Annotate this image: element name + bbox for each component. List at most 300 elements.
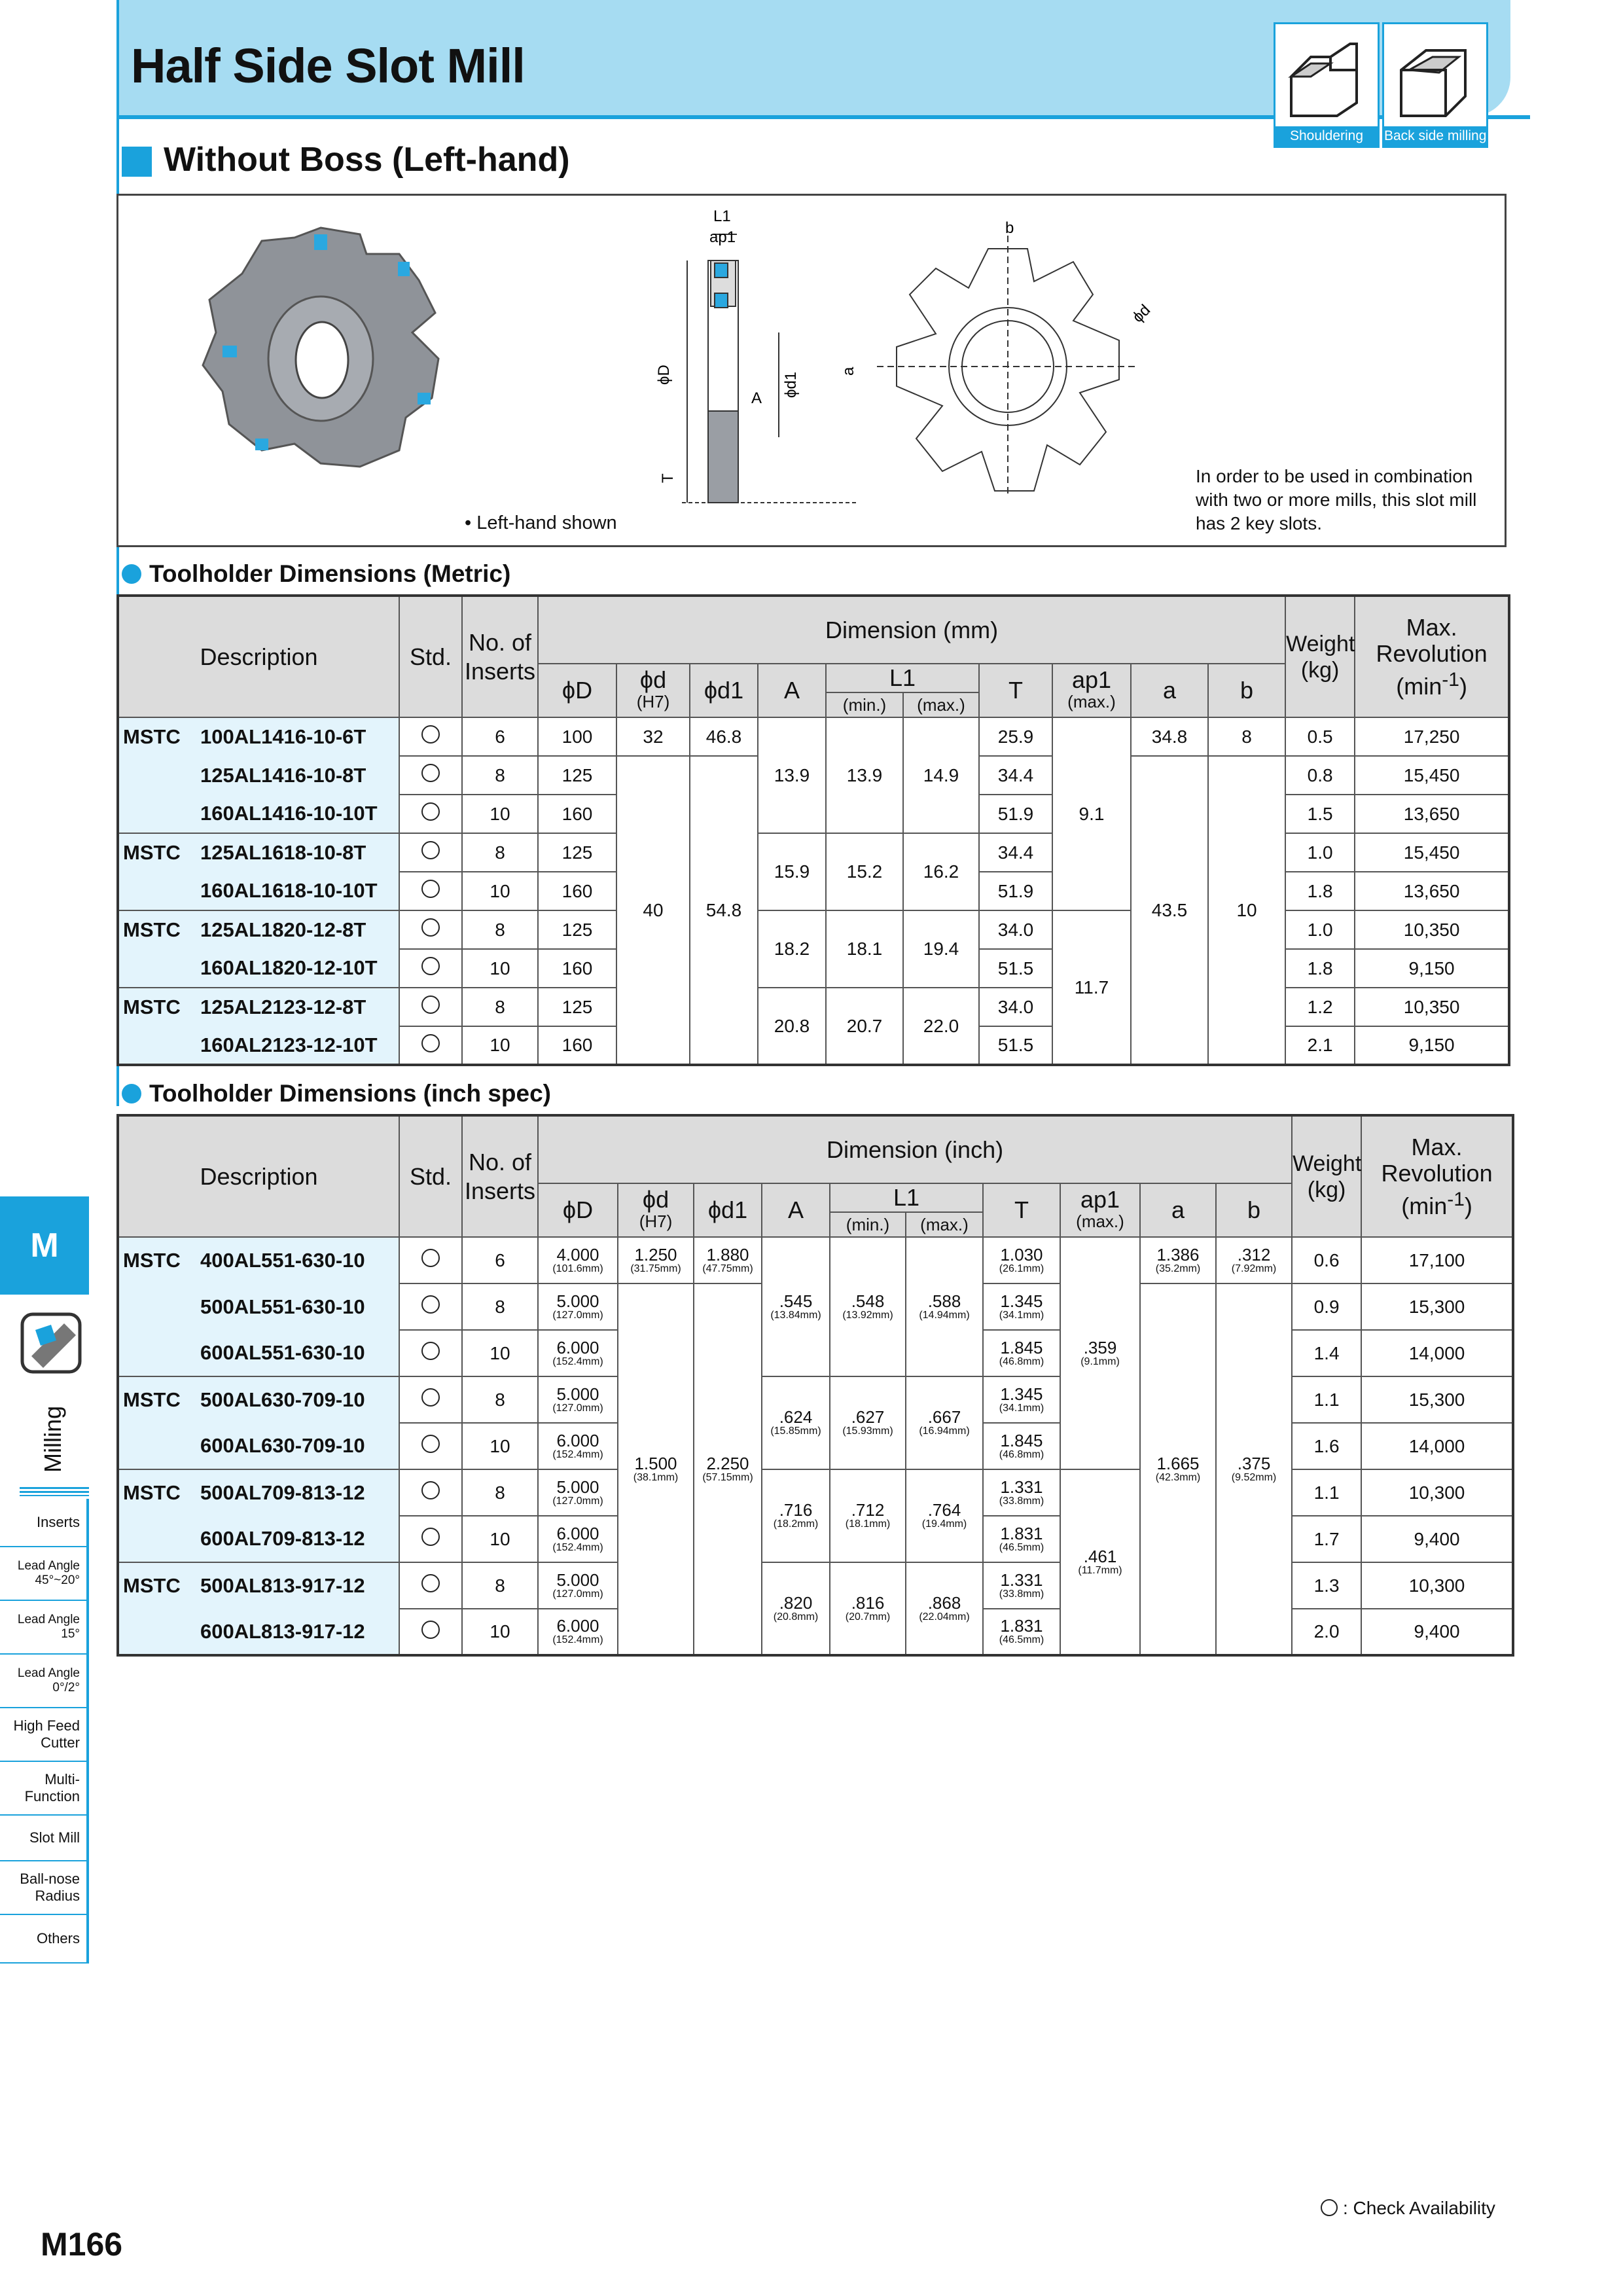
cell-d: 40	[616, 756, 690, 1065]
cell-T	[983, 1609, 1060, 1655]
item-code: 500AL709-813-12	[200, 1481, 365, 1504]
cell-weight: 1.6	[1292, 1423, 1361, 1469]
cell-D-inch: 4.000	[556, 1244, 599, 1265]
left-hand-note: • Left-hand shown	[465, 512, 617, 533]
availability-circle-icon	[421, 957, 440, 975]
cell-b: 10	[1208, 756, 1285, 1065]
cell-a: 43.5	[1131, 756, 1208, 1065]
nav-item-lead-angle-45-20[interactable]	[0, 1547, 89, 1601]
cell-T-inch: 1.331	[1000, 1477, 1043, 1497]
nav-item-label-line: 15°	[61, 1627, 80, 1641]
cell-L1-min-mm: (15.93mm)	[842, 1426, 893, 1437]
cell-T-inch: 1.345	[1000, 1384, 1043, 1404]
availability-circle-icon	[421, 1435, 440, 1453]
page-title: Half Side Slot Mill	[131, 39, 525, 93]
cell-d-inch: 1.250	[634, 1244, 677, 1265]
nav-item-label: Inserts	[36, 1514, 80, 1530]
cell-d1-mm: (57.15mm)	[702, 1471, 753, 1483]
cell-max-rev: 14,000	[1361, 1423, 1513, 1469]
cell-L1-min	[830, 1376, 906, 1469]
cell-T-inch: 1.331	[1000, 1570, 1043, 1590]
availability-circle-icon	[421, 1342, 440, 1360]
cell-ap1-inch: .461	[1083, 1546, 1117, 1566]
col-d1: ϕd1	[690, 664, 758, 717]
cell-d: 32	[616, 717, 690, 756]
metric-table	[116, 594, 1510, 1066]
col-maxrev-line1: Max.	[1411, 1133, 1463, 1160]
cell-inserts: 10	[462, 1423, 538, 1469]
cell-d1-mm: (47.75mm)	[702, 1263, 753, 1274]
availability-circle-icon	[421, 1621, 440, 1639]
item-code: 600AL813-917-12	[200, 1619, 365, 1643]
col-inserts-line1: No. of	[468, 628, 532, 656]
dim-label-A: A	[751, 389, 762, 407]
availability-circle-icon	[421, 996, 440, 1014]
nav-item-label-line: Lead Angle	[17, 1666, 80, 1680]
cell-ap1-inch: .359	[1083, 1337, 1117, 1357]
cell-T	[983, 1423, 1060, 1469]
dim-label-d1: ϕd1	[782, 371, 800, 398]
cell-max-rev: 9,400	[1361, 1609, 1513, 1655]
legend-text: : Check Availability	[1343, 2198, 1495, 2218]
nav-item-label	[13, 1717, 80, 1751]
cell-D-mm: (152.4mm)	[552, 1355, 603, 1367]
cell-A-inch: .820	[779, 1592, 813, 1613]
col-L1-min: (min.)	[826, 692, 903, 717]
nav-category-milling: Milling	[39, 1405, 66, 1473]
std-availability	[399, 1609, 462, 1655]
cell-weight: 1.2	[1285, 988, 1355, 1026]
nav-item-ball-nose-radius[interactable]	[0, 1861, 89, 1915]
std-availability	[399, 1330, 462, 1376]
col-D: ϕD	[538, 1183, 618, 1237]
std-availability	[399, 833, 462, 872]
nav-item-label-line: Lead Angle	[17, 1613, 80, 1626]
table-row-description	[118, 1330, 399, 1376]
col-ap1	[1060, 1183, 1140, 1237]
nav-item-label	[18, 1559, 80, 1588]
cell-L1-max: 16.2	[903, 833, 979, 910]
bullet-dot-icon	[122, 1084, 141, 1103]
cell-D-mm: (127.0mm)	[552, 1495, 603, 1507]
table-row-description	[118, 910, 399, 949]
col-ap1-sub: (max.)	[1067, 691, 1116, 711]
std-availability	[399, 1562, 462, 1609]
cell-L1-max-mm: (14.94mm)	[919, 1309, 970, 1321]
nav-item-label-line: 0°/2°	[52, 1681, 80, 1695]
cell-T: 51.5	[979, 1026, 1052, 1065]
cell-ap1: 9.1	[1052, 717, 1131, 910]
std-availability	[399, 1469, 462, 1516]
cell-D: 160	[538, 949, 616, 988]
col-a: a	[1140, 1183, 1216, 1237]
cell-L1-min: 20.7	[826, 988, 903, 1065]
inch-table	[116, 1114, 1514, 1657]
cell-weight: 2.1	[1285, 1026, 1355, 1065]
cell-weight: 1.0	[1285, 910, 1355, 949]
cell-D	[538, 1609, 618, 1655]
cell-a-mm: (35.2mm)	[1155, 1263, 1201, 1274]
cell-A-mm: (13.84mm)	[770, 1309, 821, 1321]
cell-max-rev: 15,300	[1361, 1283, 1513, 1330]
col-maxrev-unit: $(\min^{-1})$	[1396, 668, 1467, 700]
cell-L1-max	[906, 1237, 983, 1376]
combination-note-line: with two or more mills, this slot mill	[1196, 490, 1477, 510]
series-prefix: MSTC	[123, 841, 181, 864]
col-T: T	[979, 664, 1052, 717]
cell-T	[983, 1562, 1060, 1609]
cell-D	[538, 1376, 618, 1423]
cell-D-inch: 5.000	[556, 1384, 599, 1404]
col-maxrev-line1: Max.	[1406, 613, 1457, 641]
cell-T-mm: (34.1mm)	[999, 1309, 1044, 1321]
cell-max-rev: 9,150	[1355, 949, 1509, 988]
std-availability	[399, 872, 462, 910]
col-b: b	[1216, 1183, 1292, 1237]
cell-A	[762, 1562, 830, 1655]
nav-item-high-feed-cutter[interactable]	[0, 1708, 89, 1762]
table-row-description	[118, 1562, 399, 1609]
cell-D: 100	[538, 717, 616, 756]
left-hand-note-text: Left-hand shown	[476, 512, 617, 533]
col-d-sub: (H7)	[636, 691, 670, 711]
col-b: b	[1208, 664, 1285, 717]
cell-A-inch: .624	[779, 1407, 813, 1427]
cell-weight: 0.9	[1292, 1283, 1361, 1330]
cell-T-inch: 1.030	[1000, 1244, 1043, 1265]
col-L1-max: (max.)	[906, 1212, 983, 1237]
cell-T-inch: 1.845	[1000, 1337, 1043, 1357]
cell-inserts: 6	[462, 1237, 538, 1283]
std-availability	[399, 1237, 462, 1283]
inch-heading-text: Toolholder Dimensions (inch spec)	[149, 1080, 551, 1107]
cell-d1-inch: 2.250	[706, 1453, 749, 1473]
nav-item-label	[18, 1613, 80, 1641]
table-row-description	[118, 949, 399, 988]
milling-icon	[18, 1310, 84, 1376]
cell-a-inch: 1.386	[1156, 1244, 1200, 1265]
cell-D: 160	[538, 872, 616, 910]
cell-T: 51.9	[979, 872, 1052, 910]
cell-D: 160	[538, 795, 616, 833]
nav-item-lead-angle-15[interactable]	[0, 1601, 89, 1655]
cell-T-mm: (34.1mm)	[999, 1402, 1044, 1414]
availability-circle-icon	[421, 918, 440, 937]
cell-D-mm: (152.4mm)	[552, 1448, 603, 1460]
cell-weight: 1.7	[1292, 1516, 1361, 1562]
cell-T	[983, 1330, 1060, 1376]
cell-weight: 1.5	[1285, 795, 1355, 833]
cell-inserts: 10	[462, 949, 538, 988]
cell-d1	[694, 1237, 762, 1283]
nav-item-inserts[interactable]	[0, 1499, 89, 1547]
availability-circle-icon	[421, 841, 440, 859]
cell-A	[762, 1376, 830, 1469]
nav-divider	[20, 1487, 89, 1496]
col-weight	[1292, 1115, 1361, 1237]
col-maxrev-line2: Revolution	[1381, 1159, 1493, 1187]
col-std: Std.	[399, 1115, 462, 1237]
table-row-description	[118, 756, 399, 795]
col-weight-line1: Weight	[1293, 1151, 1362, 1176]
dim-label-a: a	[840, 367, 857, 376]
section-marker	[122, 147, 152, 177]
cell-L1-max-mm: (19.4mm)	[921, 1518, 967, 1530]
cell-A-inch: .545	[779, 1291, 813, 1311]
col-description: Description	[118, 1115, 399, 1237]
cell-T: 34.4	[979, 833, 1052, 872]
item-code: 500AL630-709-10	[200, 1388, 365, 1411]
table-row-description	[118, 1376, 399, 1423]
cell-inserts: 10	[462, 795, 538, 833]
col-maxrev-line2: Revolution	[1376, 639, 1488, 667]
col-L1: L1	[826, 664, 979, 692]
col-A: A	[762, 1183, 830, 1237]
cell-d	[618, 1283, 694, 1655]
cell-L1-max-mm: (22.04mm)	[919, 1611, 970, 1623]
nav-item-label-line: Ball-nose	[20, 1871, 80, 1887]
col-d-label: ϕd	[642, 1185, 669, 1213]
cell-L1-max-mm: (16.94mm)	[919, 1426, 970, 1437]
cell-weight: 1.4	[1292, 1330, 1361, 1376]
col-weight-line2: (kg)	[1300, 657, 1340, 683]
availability-circle-icon	[421, 725, 440, 744]
cell-max-rev: 9,400	[1361, 1516, 1513, 1562]
cell-D-inch: 6.000	[556, 1616, 599, 1636]
cell-inserts: 8	[462, 1562, 538, 1609]
cell-L1-min-mm: (13.92mm)	[842, 1309, 893, 1321]
cell-D	[538, 1237, 618, 1283]
metric-heading-text: Toolholder Dimensions (Metric)	[149, 560, 511, 587]
cell-A	[762, 1237, 830, 1376]
combination-note-line: In order to be used in combination	[1196, 466, 1473, 486]
availability-circle-icon	[421, 1481, 440, 1499]
item-code: 500AL551-630-10	[200, 1295, 365, 1318]
col-weight-line1: Weight	[1286, 631, 1355, 656]
cell-max-rev: 10,350	[1355, 988, 1509, 1026]
cutter-render-image	[203, 228, 438, 467]
cell-T-mm: (46.5mm)	[999, 1541, 1044, 1553]
cell-weight: 2.0	[1292, 1609, 1361, 1655]
table-row-description	[118, 1469, 399, 1516]
cell-d-inch: 1.500	[634, 1453, 677, 1473]
availability-circle-icon	[421, 1574, 440, 1592]
cell-T: 25.9	[979, 717, 1052, 756]
cell-A: 15.9	[758, 833, 826, 910]
cell-L1-min: 18.1	[826, 910, 903, 988]
std-availability	[399, 949, 462, 988]
cell-d	[618, 1237, 694, 1283]
cell-a	[1140, 1237, 1216, 1283]
availability-circle-icon	[421, 802, 440, 821]
col-weight-line2: (kg)	[1307, 1177, 1346, 1202]
cell-L1-max-inch: .764	[927, 1500, 961, 1520]
cell-weight: 1.8	[1285, 872, 1355, 910]
cell-ap1: 11.7	[1052, 910, 1131, 1065]
item-code: 160AL1820-12-10T	[200, 956, 378, 979]
availability-circle-icon	[421, 1249, 440, 1267]
series-prefix: MSTC	[123, 996, 181, 1018]
cell-L1-max-inch: .667	[927, 1407, 961, 1427]
col-ap1-label: ap1	[1080, 1185, 1120, 1213]
nav-item-label-line: High Feed	[13, 1717, 80, 1734]
col-description: Description	[118, 596, 399, 717]
cell-L1-min-inch: .627	[851, 1407, 885, 1427]
cell-D-mm: (101.6mm)	[552, 1263, 603, 1274]
item-code: 160AL2123-12-10T	[200, 1033, 378, 1056]
cell-L1-min-mm: (18.1mm)	[845, 1518, 891, 1530]
cell-b: 8	[1208, 717, 1285, 756]
cell-L1-min: 13.9	[826, 717, 903, 833]
cell-D	[538, 1330, 618, 1376]
col-inserts-line2: Inserts	[464, 657, 536, 685]
std-availability	[399, 1516, 462, 1562]
cell-D-mm: (152.4mm)	[552, 1634, 603, 1645]
cell-d1: 46.8	[690, 717, 758, 756]
nav-item-label	[18, 1666, 80, 1695]
nav-item-multi-function[interactable]	[0, 1762, 89, 1816]
cell-max-rev: 10,300	[1361, 1562, 1513, 1609]
cell-T-inch: 1.845	[1000, 1430, 1043, 1450]
cell-weight: 1.1	[1292, 1376, 1361, 1423]
nav-item-label	[20, 1871, 80, 1905]
cell-T	[983, 1376, 1060, 1423]
item-code: 125AL1820-12-8T	[200, 918, 366, 941]
cell-L1-max	[906, 1562, 983, 1655]
cell-inserts: 8	[462, 756, 538, 795]
cell-max-rev: 15,450	[1355, 756, 1509, 795]
cell-inserts: 6	[462, 717, 538, 756]
cell-D-mm: (127.0mm)	[552, 1402, 603, 1414]
cell-L1-min-inch: .816	[851, 1592, 885, 1613]
cell-a: 34.8	[1131, 717, 1208, 756]
cell-D-mm: (127.0mm)	[552, 1309, 603, 1321]
item-code: 100AL1416-10-6T	[200, 725, 366, 748]
cell-D: 160	[538, 1026, 616, 1065]
cell-T-mm: (46.8mm)	[999, 1355, 1044, 1367]
cell-A	[762, 1469, 830, 1562]
cell-T: 34.0	[979, 910, 1052, 949]
cell-a-inch: 1.665	[1156, 1453, 1200, 1473]
cell-D	[538, 1562, 618, 1609]
table-row-description	[118, 1516, 399, 1562]
std-availability	[399, 1376, 462, 1423]
cell-inserts: 8	[462, 910, 538, 949]
col-inserts-line2: Inserts	[464, 1177, 536, 1204]
std-availability	[399, 717, 462, 756]
front-view-drawing	[877, 236, 1139, 497]
dim-label-ap1: ap1	[709, 228, 736, 246]
cell-D-inch: 6.000	[556, 1337, 599, 1357]
combination-note	[1196, 465, 1476, 535]
cell-T-inch: 1.831	[1000, 1523, 1043, 1543]
dim-label-L1: L1	[713, 207, 731, 225]
cell-L1-max-inch: .868	[927, 1592, 961, 1613]
cell-A-mm: (20.8mm)	[773, 1611, 819, 1623]
cell-L1-min	[830, 1237, 906, 1376]
cell-max-rev: 17,250	[1355, 717, 1509, 756]
dim-label-d: ϕd	[1129, 301, 1154, 327]
cell-max-rev: 15,300	[1361, 1376, 1513, 1423]
table-row-description	[118, 1423, 399, 1469]
cell-ap1-mm: (11.7mm)	[1078, 1564, 1122, 1576]
operation-back-side-milling	[1382, 22, 1488, 148]
cell-weight: 0.5	[1285, 717, 1355, 756]
cell-T	[983, 1237, 1060, 1283]
nav-item-label: Slot Mill	[29, 1829, 80, 1846]
series-prefix: MSTC	[123, 1249, 181, 1272]
col-D: ϕD	[538, 664, 616, 717]
cell-d-mm: (31.75mm)	[630, 1263, 681, 1274]
cell-T: 51.9	[979, 795, 1052, 833]
cell-inserts: 8	[462, 833, 538, 872]
item-code: 600AL630-709-10	[200, 1434, 365, 1457]
cell-D-mm: (152.4mm)	[552, 1541, 603, 1553]
cell-inserts: 10	[462, 1609, 538, 1655]
std-availability	[399, 988, 462, 1026]
table-row-description	[118, 1026, 399, 1065]
cell-a	[1140, 1283, 1216, 1655]
availability-circle-icon	[421, 1295, 440, 1314]
cell-max-rev: 10,300	[1361, 1469, 1513, 1516]
cell-inserts: 10	[462, 872, 538, 910]
cell-inserts: 8	[462, 1469, 538, 1516]
inch-heading	[122, 1080, 551, 1107]
col-max-revolution	[1355, 596, 1509, 717]
std-availability	[399, 1283, 462, 1330]
page-number: M166	[41, 2226, 123, 2263]
cell-D	[538, 1423, 618, 1469]
nav-item-lead-angle-0-2[interactable]	[0, 1655, 89, 1708]
cell-D	[538, 1469, 618, 1516]
nav-item-others[interactable]	[0, 1915, 89, 1964]
col-std: Std.	[399, 596, 462, 717]
col-L1-min: (min.)	[830, 1212, 906, 1237]
cell-max-rev: 15,450	[1355, 833, 1509, 872]
item-code: 125AL1416-10-8T	[200, 763, 366, 787]
cell-T: 34.0	[979, 988, 1052, 1026]
cell-T-mm: (26.1mm)	[999, 1263, 1044, 1274]
cell-ap1	[1060, 1469, 1140, 1655]
cell-inserts: 8	[462, 1283, 538, 1330]
cell-weight: 0.8	[1285, 756, 1355, 795]
availability-circle-icon	[1321, 2199, 1338, 2216]
std-availability	[399, 910, 462, 949]
table-row-description	[118, 833, 399, 872]
nav-item-label-line: 45°~20°	[35, 1573, 80, 1587]
cell-weight: 1.1	[1292, 1469, 1361, 1516]
table-row-description	[118, 988, 399, 1026]
series-prefix: MSTC	[123, 1481, 181, 1504]
item-code: 160AL1416-10-10T	[200, 802, 378, 825]
cell-max-rev: 13,650	[1355, 872, 1509, 910]
cell-D-inch: 5.000	[556, 1291, 599, 1311]
cell-max-rev: 10,350	[1355, 910, 1509, 949]
nav-tab-M[interactable]: M	[0, 1196, 89, 1295]
std-availability	[399, 1026, 462, 1065]
cell-L1-max: 14.9	[903, 717, 979, 833]
cell-ap1-mm: (9.1mm)	[1080, 1355, 1120, 1367]
cell-inserts: 8	[462, 1376, 538, 1423]
cell-D-inch: 5.000	[556, 1570, 599, 1590]
cell-max-rev: 13,650	[1355, 795, 1509, 833]
nav-item-label-line: Cutter	[41, 1734, 80, 1751]
item-code: 600AL551-630-10	[200, 1341, 365, 1364]
nav-item-slot-mill[interactable]	[0, 1816, 89, 1861]
std-availability	[399, 756, 462, 795]
availability-circle-icon	[421, 764, 440, 782]
cell-D: 125	[538, 833, 616, 872]
